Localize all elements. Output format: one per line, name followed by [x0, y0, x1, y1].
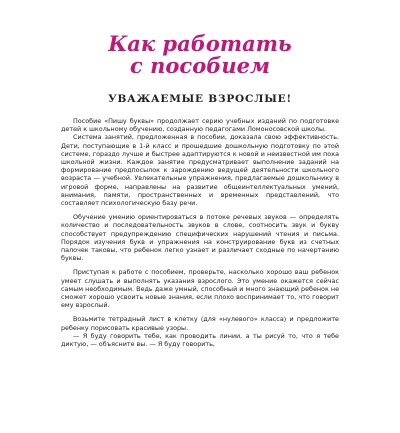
paragraph: Возьмите тетрадный лист в клетку (для «нулевого» класса) и предложите ребенку порисовать красивые узоры.	[61, 315, 339, 332]
title-line-1: Как работать	[108, 31, 292, 56]
document-page	[0, 33, 400, 433]
page-title	[61, 33, 339, 77]
paragraph: Система занятий, предложенная в пособии, доказала свою эффективность. Дети, поступающие в 1-й класс и прошедшие дошкольную подготовку по этой системе, гораздо лучше и быстрее адаптируются к новой и неизвестной им пока школьной жизни. Каждое занятие предусматривает выполнение заданий на формирование предпосылок к зарождению ведущей деятельности школьного возраста — учебной. Увлекательные упражнения, предлагаемые дошкольнику в игровой форме, направлены на развитие общеинтеллектуальных умений, внимания, памяти, пространственных и временных представлений, что составляет психологическую базу речи.	[61, 133, 339, 208]
body-text	[61, 117, 339, 348]
paragraph: Обучение умению ориентироваться в потоке речевых звуков — определять количество и последовательность звуков в слове, соотносить звук и букву способствует предупреждению специфических нарушений чтения и письма. Порядок изучения букв и упражнения на конструирование букв из счетных палочек таковы, что ребенок легко узнает и различает сходные по начертанию буквы.	[61, 213, 339, 263]
paragraph: Приступая к работе с пособием, проверьте, насколько хорошо ваш ребенок умеет слушать и выполнять указания взрослого. Это умение окажется сейчас самым необходимым. Ведь даже умный, способный и много знающий ребенок не сможет хорошо усвоить новые знания, если плохо воспринимает то, что говорит ему взрослый.	[61, 268, 339, 310]
paragraph: Пособие «Пишу буквы» продолжает серию учебных изданий по подготовке детей к школьному обучению, созданную педагогами Ломоносовской школы.	[61, 117, 339, 134]
subheading: УВАЖАЕМЫЕ ВЗРОСЛЫЕ!	[108, 93, 292, 105]
paragraph: — Я буду говорить тебе, как проводить линии, а ты рисуй то, что я тебе диктую, — объясните вы. — Я буду говорить,	[61, 331, 339, 349]
title-line-2: с пособием	[130, 53, 270, 78]
